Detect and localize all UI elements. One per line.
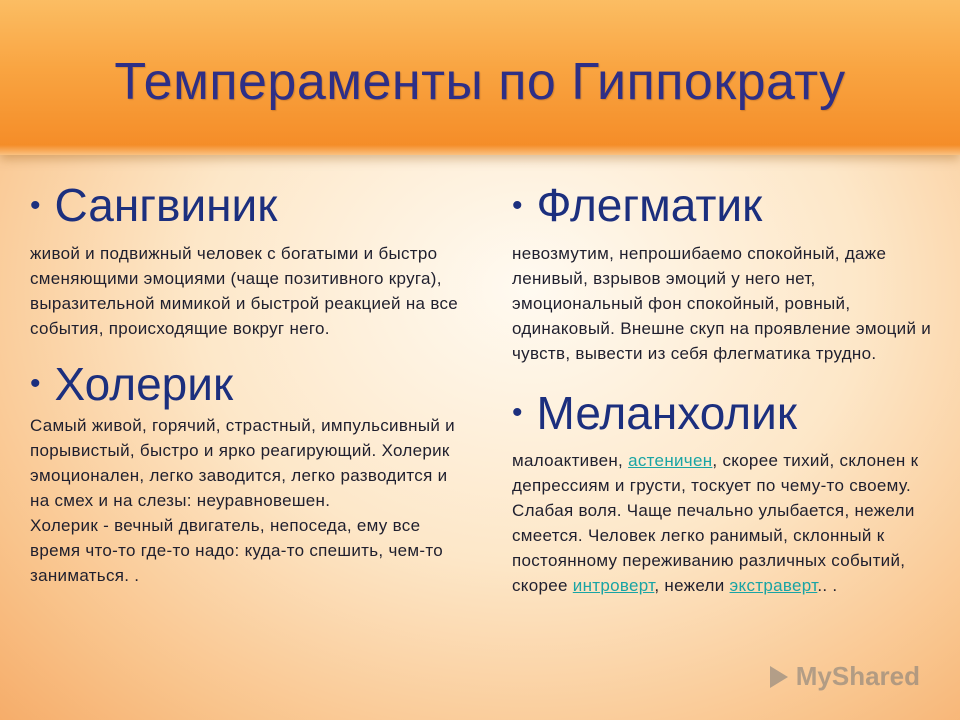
watermark <box>768 661 920 692</box>
melancholic-text-4: .. . <box>817 576 838 596</box>
asthenic-link[interactable]: астеничен <box>628 451 713 471</box>
phlegmatic-heading <box>512 180 932 231</box>
play-icon <box>768 666 790 688</box>
choleric-section <box>30 359 460 589</box>
introvert-link[interactable]: интроверт <box>572 576 655 596</box>
choleric-description <box>30 413 460 588</box>
sanguine-description: живой и подвижный человек с богатыми и быстро сменяющими эмоциями (чаще позитивного круга), выразительной мимикой и быстрой реакцией на все события, происходящие вокруг него. <box>30 243 459 338</box>
melancholic-text-2: , скорее тихий, склонен к депрессиям и грусти, тоскует по чему-то своему. Слабая воля. Чаще печально улыбается, нежели смеется. Человек легко ранимый, склонный к постоянному переживанию различных событий, скорее <box>512 451 919 596</box>
phlegmatic-description: невозмутим, непрошибаемо спокойный, даже ленивый, взрывов эмоций у него нет, эмоциональный фон спокойный, ровный, одинаковый. Внешне скуп на проявление эмоций и чувств, вывести из себя флегматика трудно. <box>512 243 932 363</box>
slide-title: Темпераменты по Гиппократу <box>114 53 846 111</box>
phlegmatic-heading-text: Флегматик <box>536 179 763 231</box>
sanguine-section <box>30 180 460 341</box>
melancholic-section <box>512 388 932 599</box>
choleric-description-part-2: Холерик - вечный двигатель, непоседа, ему все время что-то где-то надо: куда-то спешить, чем-то заниматься. . <box>30 516 443 586</box>
choleric-heading <box>30 359 460 410</box>
sanguine-heading <box>30 180 460 231</box>
left-column <box>30 180 460 588</box>
melancholic-text-3: , нежели <box>654 576 730 596</box>
melancholic-heading-text: Меланхолик <box>536 386 797 439</box>
bullet-icon: • <box>512 396 523 430</box>
bullet-icon: • <box>512 188 523 222</box>
choleric-heading-text: Холерик <box>54 357 234 410</box>
melancholic-heading <box>512 388 932 439</box>
phlegmatic-section <box>512 180 932 366</box>
sanguine-heading-text: Сангвиник <box>54 179 278 231</box>
melancholic-description <box>512 448 932 598</box>
watermark-text: MyShared <box>795 661 920 691</box>
bullet-icon: • <box>30 367 41 401</box>
extrovert-link[interactable]: экстраверт <box>729 576 818 596</box>
title-bar <box>0 0 960 155</box>
bullet-icon: • <box>30 188 41 222</box>
right-column <box>512 180 932 598</box>
choleric-description-part-1: Самый живой, горячий, страстный, импульсивный и порывистый, быстро и ярко реагирующий. Холерик эмоционален, легко заводится, легко разводится и на смех и на слезы: неуравновешен. <box>30 416 455 511</box>
melancholic-text-1: малоактивен, <box>512 451 629 471</box>
